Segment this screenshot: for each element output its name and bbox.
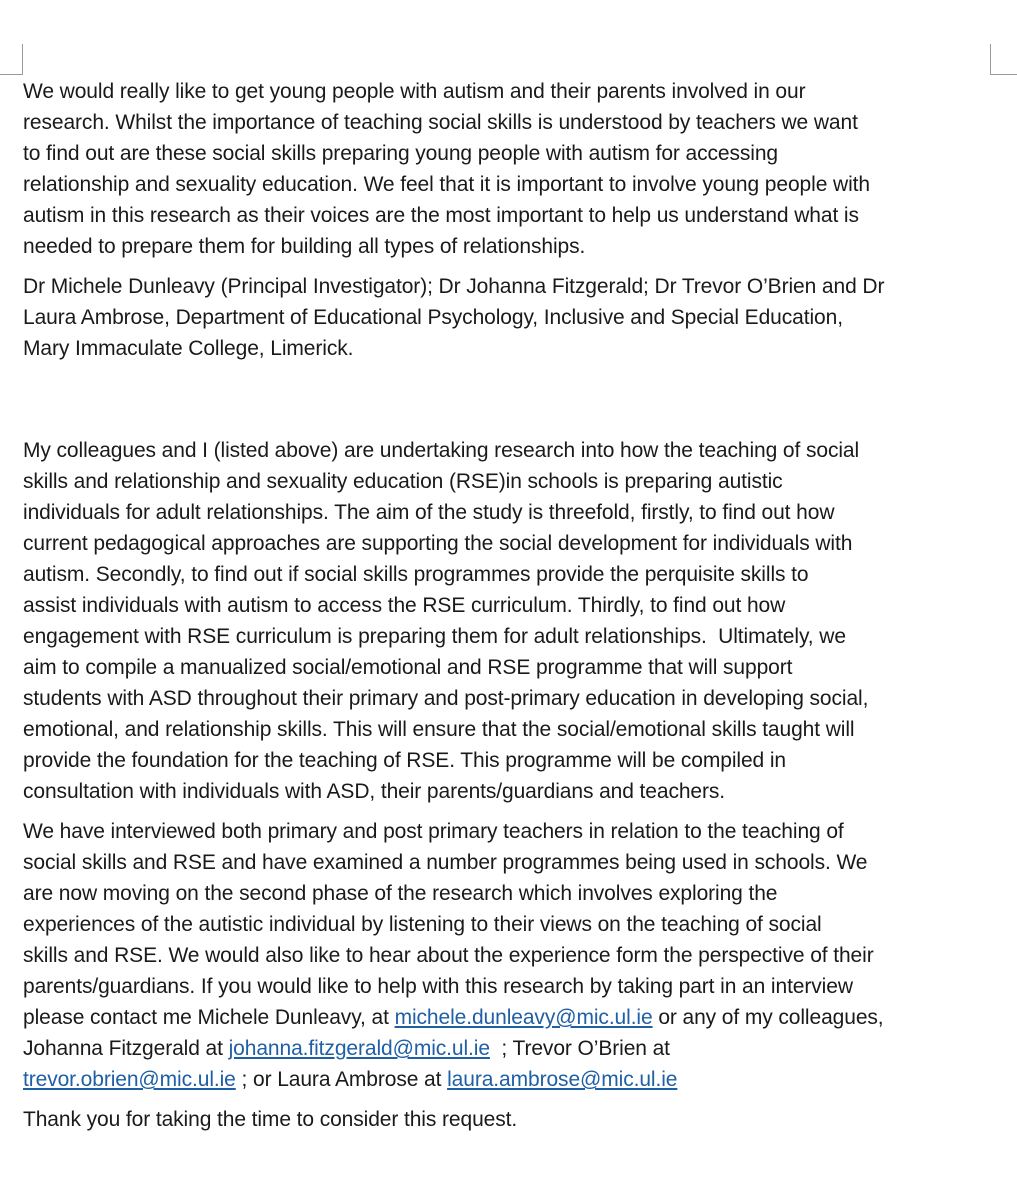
email-link-laura[interactable]: laura.ambrose@mic.ul.ie xyxy=(447,1068,678,1091)
blank-line xyxy=(23,404,998,435)
paragraph-intro: We would really like to get young people with autism and their parents involved in our research. Whilst the importance of teaching social skills is understood by teachers we want to find out are these social skills preparing young people with autism for accessing relationship and sexuality education. We feel that it is important to involve young people with autism in this research as their voices are the most important to help us understand what is needed to prepare them for building all types of relationships. xyxy=(23,80,870,258)
document-body xyxy=(23,76,998,1135)
paragraph-investigators: Dr Michele Dunleavy (Principal Investigator); Dr Johanna Fitzgerald; Dr Trevor O’Brien and Dr Laura Ambrose, Department of Educational Psychology, Inclusive and Special Education, Mary Immaculate College, Limerick. xyxy=(23,275,885,360)
blank-line xyxy=(23,373,998,404)
email-link-michele[interactable]: michele.dunleavy@mic.ul.ie xyxy=(394,1006,653,1029)
margin-corner-mark-left xyxy=(0,44,23,75)
paragraph-closing: Thank you for taking the time to consider this request. xyxy=(23,1108,518,1131)
paragraph-research-aims: My colleagues and I (listed above) are undertaking research into how the teaching of social skills and relationship and sexuality education (RSE)in schools is preparing autistic individuals for adult relationships. The aim of the study is threefold, firstly, to find out how current pedagogical approaches are supporting the social development for individuals with autism. Secondly, to find out if social skills programmes provide the perquisite skills to assist individuals with autism to access the RSE curriculum. Thirdly, to find out how engagement with RSE curriculum is preparing them for adult relationships. Ultimately, we aim to compile a manualized social/emotional and RSE programme that will support students with ASD throughout their primary and post-primary education in developing social, emotional, and relationship skills. This will ensure that the social/emotional skills taught will provide the foundation for the teaching of RSE. This programme will be compiled in consultation with individuals with ASD, their parents/guardians and teachers. xyxy=(23,439,869,803)
paragraph-contact-request: We have interviewed both primary and post primary teachers in relation to the teaching of social skills and RSE and have examined a number programmes being used in schools. We are now moving on the second phase of the research which involves exploring the experiences of the autistic individual by listening to their views on the teaching of social skills and RSE. We would also like to hear about the experience form the perspective of their parents/guardians. If you would like to help with this research by taking part in an interview please contact me Michele Dunleavy, at michele.dunleavy@mic.ul.ie or any of my colleagues, Johanna Fitzgerald at johanna.fitzgerald@mic.ul.ie ; Trevor O’Brien at trevor.obrien@mic.ul.ie ; or Laura Ambrose at laura.ambrose@mic.ul.ie xyxy=(23,820,884,1091)
email-link-trevor[interactable]: trevor.obrien@mic.ul.ie xyxy=(23,1068,236,1091)
margin-corner-mark-right xyxy=(990,44,1017,75)
email-link-johanna[interactable]: johanna.fitzgerald@mic.ul.ie xyxy=(228,1037,490,1060)
